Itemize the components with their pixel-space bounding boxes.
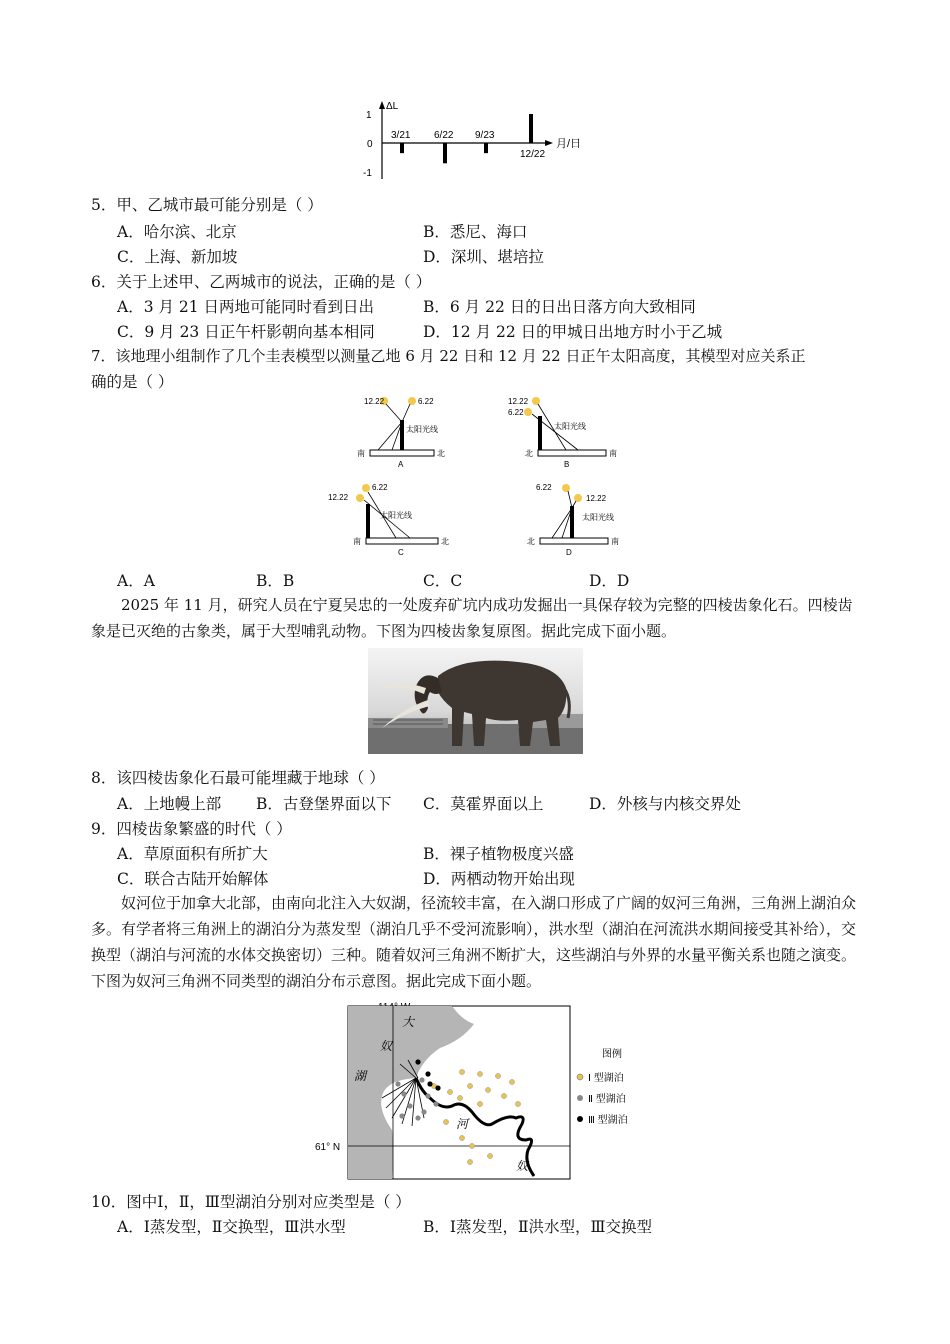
passage-mastodon: 2025 年 11 月，研究人员在宁夏吴忠的一处废弃矿坑内成功发掘出一具保存较为完整的四棱齿象化石。四棱齿象是已灭绝的古象类，属于大型哺乳动物。下图为四棱齿象复原图。据此完成下面小题。 bbox=[91, 596, 853, 640]
q6-option-a: A．3 月 21 日两地可能同时看到日出 bbox=[117, 298, 375, 316]
svg-text:奴: 奴 bbox=[516, 1159, 529, 1173]
q8-option-d: D．外核与内核交界处 bbox=[589, 795, 741, 813]
delta-l-chart bbox=[355, 95, 595, 183]
q8-stem: 8．该四棱齿象化石最可能埋藏于地球（ ） bbox=[91, 769, 385, 787]
q9-option-d: D．两栖动物开始出现 bbox=[423, 870, 575, 888]
x-axis-label: 月/日 bbox=[556, 138, 582, 150]
type-1-lake bbox=[509, 1079, 514, 1084]
svg-text:12.22: 12.22 bbox=[586, 494, 607, 503]
svg-text:太阳光线: 太阳光线 bbox=[554, 422, 586, 431]
type-1-lake bbox=[467, 1159, 472, 1164]
q7-option-d: D．D bbox=[589, 572, 630, 590]
q10-option-b: B．Ⅰ蒸发型，Ⅱ洪水型，Ⅲ交换型 bbox=[423, 1218, 652, 1236]
sun-icon bbox=[532, 397, 540, 405]
y-axis-label: ΔL bbox=[386, 101, 399, 112]
legend-marker-type3 bbox=[577, 1116, 583, 1122]
q10-option-a: A．Ⅰ蒸发型，Ⅱ交换型，Ⅲ洪水型 bbox=[117, 1218, 346, 1236]
q9-stem: 9．四棱齿象繁盛的时代（ ） bbox=[91, 820, 292, 838]
passage-slave-river: 奴河位于加拿大北部，由南向北注入大奴湖，径流较丰富，在入湖口形成了广阔的奴河三角洲，三角洲上湖泊众多。有学者将三角洲上的湖泊分为蒸发型（湖泊几乎不受河流影响），洪水型（湖泊在河流洪水期间接受其补给），交换型（湖泊与河流的水体交换密切）三种。随着奴河三角洲不断扩大，这些湖泊与外界的水量平衡关系也随之演变。下图为奴河三角洲不同类型的湖泊分布示意图。据此完成下面小题。 bbox=[91, 894, 857, 990]
q8-option-a: A．上地幔上部 bbox=[117, 795, 222, 813]
sun-icon bbox=[562, 484, 570, 492]
svg-text:南: 南 bbox=[611, 537, 619, 546]
svg-text:奴: 奴 bbox=[380, 1039, 393, 1053]
type-1-lake bbox=[495, 1073, 500, 1078]
x-axis-arrow bbox=[545, 140, 553, 146]
q5-stem: 5．甲、乙城市最可能分别是（ ） bbox=[91, 196, 323, 214]
x-tick-label: 12/22 bbox=[520, 149, 546, 160]
q6-option-c: C．9 月 23 日正午杆影朝向基本相同 bbox=[117, 323, 375, 341]
svg-text:太阳光线: 太阳光线 bbox=[380, 511, 412, 520]
svg-text:12.22: 12.22 bbox=[508, 397, 529, 406]
q6-option-d: D．12 月 22 日的甲城日出地方时小于乙城 bbox=[423, 323, 723, 341]
legend-type2: Ⅱ 型湖泊 bbox=[588, 1094, 626, 1105]
type-1-lake bbox=[501, 1093, 506, 1098]
svg-text:北: 北 bbox=[441, 537, 449, 546]
q8-option-b: B．古登堡界面以下 bbox=[256, 795, 392, 813]
svg-text:湖: 湖 bbox=[354, 1069, 367, 1083]
svg-text:12.22: 12.22 bbox=[328, 493, 349, 502]
svg-text:6.22: 6.22 bbox=[372, 483, 388, 492]
bar-6/22 bbox=[443, 143, 447, 163]
type-3-lake bbox=[427, 1081, 432, 1086]
bar-9/23 bbox=[484, 143, 488, 153]
type-1-lake bbox=[485, 1087, 490, 1092]
svg-text:北: 北 bbox=[437, 449, 445, 458]
q9-option-c: C．联合古陆开始解体 bbox=[117, 870, 269, 888]
x-tick-label: 9/23 bbox=[475, 130, 495, 141]
q5-option-c: C．上海、新加坡 bbox=[117, 248, 238, 266]
type-1-lake bbox=[459, 1069, 464, 1074]
y-axis-arrow bbox=[379, 101, 385, 109]
svg-text:南: 南 bbox=[609, 449, 617, 458]
type-2-lake bbox=[399, 1113, 404, 1118]
sun-icon bbox=[408, 397, 416, 405]
gnomon-model-d bbox=[527, 483, 619, 557]
sun-icon bbox=[362, 484, 370, 492]
type-2-lake bbox=[433, 1101, 438, 1106]
x-tick-label: 3/21 bbox=[391, 130, 411, 141]
sun-icon bbox=[524, 408, 532, 416]
type-3-lake bbox=[415, 1059, 420, 1064]
svg-text:河: 河 bbox=[456, 1117, 469, 1131]
mastodon-reconstruction-image bbox=[368, 648, 583, 754]
sun-icon bbox=[356, 494, 364, 502]
type-1-lake bbox=[443, 1119, 448, 1124]
type-2-lake bbox=[425, 1093, 430, 1098]
svg-text:D: D bbox=[566, 548, 572, 557]
gnomon-model-c bbox=[328, 483, 449, 557]
type-2-lake bbox=[395, 1081, 400, 1086]
q7-option-a: A．A bbox=[117, 572, 155, 590]
q6-option-b: B．6 月 22 日的日出日落方向大致相同 bbox=[423, 298, 696, 316]
y-tick-1: 1 bbox=[366, 110, 372, 121]
type-1-lake bbox=[459, 1135, 464, 1140]
type-2-lake bbox=[401, 1091, 406, 1096]
type-1-lake bbox=[457, 1095, 462, 1100]
legend-type1: Ⅰ 型湖泊 bbox=[588, 1073, 624, 1084]
q5-option-b: B．悉尼、海口 bbox=[423, 223, 528, 241]
q9-option-b: B．裸子植物极度兴盛 bbox=[423, 845, 574, 863]
type-1-lake bbox=[467, 1083, 472, 1088]
svg-text:太阳光线: 太阳光线 bbox=[582, 513, 614, 522]
type-3-lake bbox=[435, 1085, 440, 1090]
q7-stem-line1: 7．该地理小组制作了几个圭表模型以测量乙地 6 月 22 日和 12 月 22 日正午太阳高度，其模型对应关系正 bbox=[91, 347, 806, 365]
svg-text:南: 南 bbox=[357, 449, 365, 458]
q8-option-c: C．莫霍界面以上 bbox=[423, 795, 544, 813]
gnomon-model-b bbox=[508, 397, 617, 469]
q6-stem: 6．关于上述甲、乙两城市的说法，正确的是（ ） bbox=[91, 273, 432, 291]
type-1-lake bbox=[487, 1153, 492, 1158]
svg-text:南: 南 bbox=[353, 537, 361, 546]
svg-text:太阳光线: 太阳光线 bbox=[406, 425, 438, 434]
svg-text:12.22: 12.22 bbox=[364, 397, 385, 406]
legend-type3: Ⅲ 型湖泊 bbox=[588, 1115, 628, 1126]
svg-text:A: A bbox=[398, 460, 404, 469]
slave-river-delta-map bbox=[312, 1000, 652, 1186]
legend-title: 图例 bbox=[602, 1049, 622, 1060]
x-tick-label: 6/22 bbox=[434, 130, 454, 141]
type-3-lake bbox=[425, 1071, 430, 1076]
type-1-lake bbox=[469, 1143, 474, 1148]
y-tick-neg1: -1 bbox=[363, 168, 372, 179]
type-1-lake bbox=[477, 1071, 482, 1076]
gnomon-models-figure bbox=[328, 392, 640, 562]
svg-text:C: C bbox=[398, 548, 404, 557]
type-2-lake bbox=[407, 1103, 412, 1108]
latitude-label: 61° N bbox=[315, 1142, 341, 1153]
svg-text:B: B bbox=[564, 460, 570, 469]
q5-option-a: A．哈尔滨、北京 bbox=[117, 223, 237, 241]
q10-stem: 10．图中Ⅰ，Ⅱ，Ⅲ型湖泊分别对应类型是（ ） bbox=[91, 1193, 411, 1211]
q7-option-c: C．C bbox=[423, 572, 463, 590]
q5-option-d: D．深圳、堪培拉 bbox=[423, 248, 544, 266]
legend-marker-type2 bbox=[577, 1095, 583, 1101]
type-2-lake bbox=[415, 1115, 420, 1120]
sun-icon bbox=[574, 494, 582, 502]
type-1-lake bbox=[477, 1101, 482, 1106]
q7-stem-line2: 确的是（ ） bbox=[91, 373, 174, 391]
svg-text:北: 北 bbox=[525, 449, 533, 458]
q9-option-a: A．草原面积有所扩大 bbox=[117, 845, 268, 863]
legend-marker-type1 bbox=[577, 1074, 583, 1080]
q7-option-b: B．B bbox=[256, 572, 295, 590]
y-tick-0: 0 bbox=[367, 139, 373, 150]
svg-text:6.22: 6.22 bbox=[508, 408, 524, 417]
type-1-lake bbox=[515, 1101, 520, 1106]
type-1-lake bbox=[447, 1089, 452, 1094]
bar-12/22 bbox=[529, 114, 533, 143]
gnomon-model-a bbox=[357, 397, 445, 469]
svg-text:6.22: 6.22 bbox=[536, 483, 552, 492]
bar-3/21 bbox=[400, 143, 404, 153]
svg-text:大: 大 bbox=[402, 1015, 415, 1029]
type-2-lake bbox=[421, 1109, 426, 1114]
type-2-lake bbox=[419, 1077, 424, 1082]
svg-text:6.22: 6.22 bbox=[418, 397, 434, 406]
svg-text:北: 北 bbox=[527, 537, 535, 546]
